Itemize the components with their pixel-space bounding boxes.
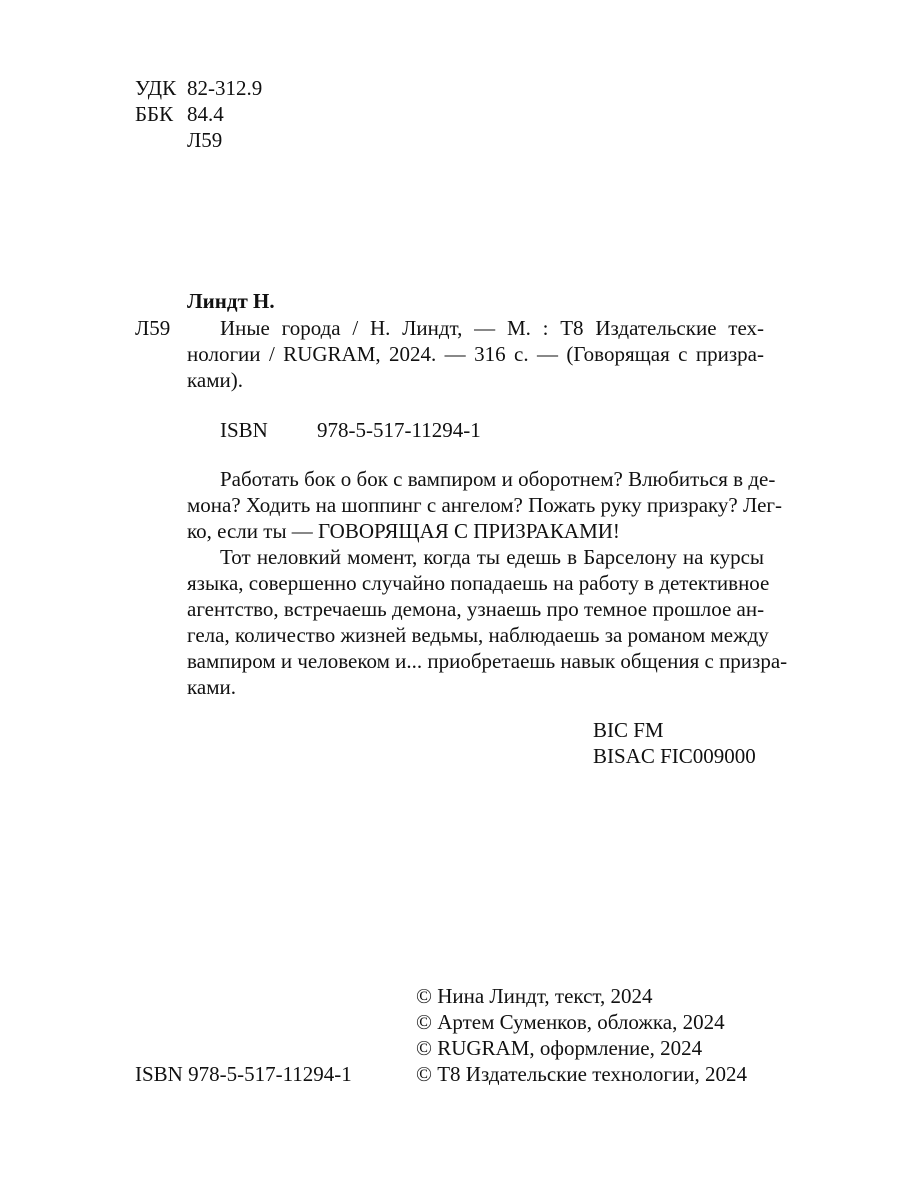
description-line-2: нологии / RUGRAM, 2024. — 316 с. — (Говорящая с призра- <box>187 342 764 366</box>
udk-value: 82-312.9 <box>187 76 263 100</box>
isbn-value: 978-5-517-11294-1 <box>317 418 481 442</box>
copyright-line: © RUGRAM, оформление, 2024 <box>416 1036 703 1060</box>
udk-label: УДК <box>135 76 177 100</box>
author-mark: Л59 <box>187 128 223 152</box>
annotation-p2-line-4: гела, количество жизней ведьмы, наблюдаешь за романом между <box>187 623 769 647</box>
annotation-p1-line-2: мона? Ходить на шоппинг с ангелом? Пожать руку призраку? Лег- <box>187 493 783 517</box>
annotation-p2-line-2: языка, совершенно случайно попадаешь на работу в детективное <box>187 571 770 595</box>
copyright-line: © Т8 Издательские технологии, 2024 <box>416 1062 747 1086</box>
udk-row <box>135 75 262 101</box>
isbn-label: ISBN <box>220 418 268 442</box>
annotation-p1-line-3: ко, если ты — ГОВОРЯЩАЯ С ПРИЗРАКАМИ! <box>187 519 620 543</box>
author-mark-row <box>135 127 262 153</box>
annotation-p2-line-1: Тот неловкий момент, когда ты едешь в Барселону на курсы <box>220 545 764 569</box>
description-line-3: ками). <box>187 368 243 392</box>
copyright-line: © Артем Суменков, обложка, 2024 <box>416 1010 725 1034</box>
classification-codes <box>135 75 262 153</box>
annotation-p1-line-1: Работать бок о бок с вампиром и оборотнем? Влюбиться в де- <box>220 467 776 491</box>
bbk-label: ББК <box>135 102 174 126</box>
annotation-p2-line-5: вампиром и человеком и... приобретаешь навык общения с призра- <box>187 649 788 673</box>
copyright-block <box>416 983 747 1087</box>
author-heading: Линдт Н. <box>187 289 275 313</box>
record-mark: Л59 <box>135 316 171 340</box>
bic-code: BIC FM <box>593 718 664 742</box>
annotation-p2-line-6: ками. <box>187 675 236 699</box>
bisac-code: BISAC FIC009000 <box>593 744 756 768</box>
copyright-line: © Нина Линдт, текст, 2024 <box>416 984 653 1008</box>
description-line-1: Иные города / Н. Линдт, — М. : Т8 Издательские тех- <box>220 316 764 340</box>
bbk-value: 84.4 <box>187 102 224 126</box>
footer-isbn: ISBN 978-5-517-11294-1 <box>135 1062 352 1086</box>
bbk-row <box>135 101 262 127</box>
annotation-p2-line-3: агентство, встречаешь демона, узнаешь про темное прошлое ан- <box>187 597 765 621</box>
